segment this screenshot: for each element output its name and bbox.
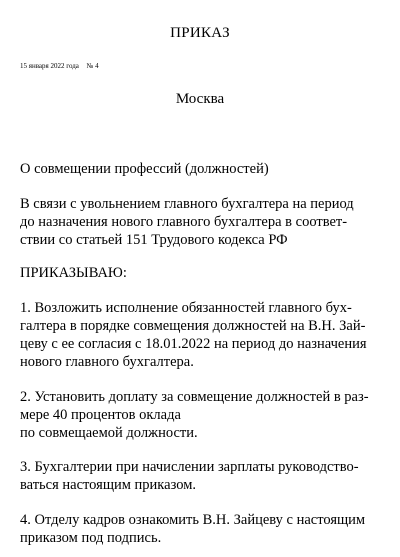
order-heading: ПРИКАЗЫВАЮ: [20,265,127,281]
document-title: ПРИКАЗ [170,25,230,41]
preamble-line: В связи с увольнением главного бухгалтера на период [20,196,354,212]
preamble-line: ствии со статьей 151 Трудового кодекса РФ [20,232,288,248]
item-1-line: 1. Возложить исполнение обязанностей главного бух- [20,300,352,316]
item-2-line: 2. Установить доплату за совмещение должностей в раз- [20,389,369,405]
item-4-line: 4. Отделу кадров ознакомить В.Н. Зайцеву с настоящим [20,512,366,528]
item-1-line: галтера в порядке совмещения должностей на В.Н. Зай- [20,318,366,334]
document-meta [20,62,99,70]
preamble-line: до назначения нового главного бухгалтера в соответ- [20,214,348,230]
item-3-line: ваться настоящим приказом. [20,477,196,493]
item-1-line: нового главного бухгалтера. [20,354,194,370]
item-1-line: цеву с ее согласия с 18.01.2022 на период до назначения [20,336,367,352]
document-date: 15 января 2022 года [20,62,79,70]
document-city: Москва [175,91,225,107]
item-4-line: приказом под подпись. [20,530,162,546]
document-number: № 4 [86,62,99,70]
item-3-line: 3. Бухгалтерии при начислении зарплаты руководство- [20,459,359,475]
item-2-line: по совмещаемой должности. [20,425,198,441]
item-2-line: мере 40 процентов оклада [20,407,181,423]
document-subject: О совмещении профессий (должностей) [20,161,269,177]
